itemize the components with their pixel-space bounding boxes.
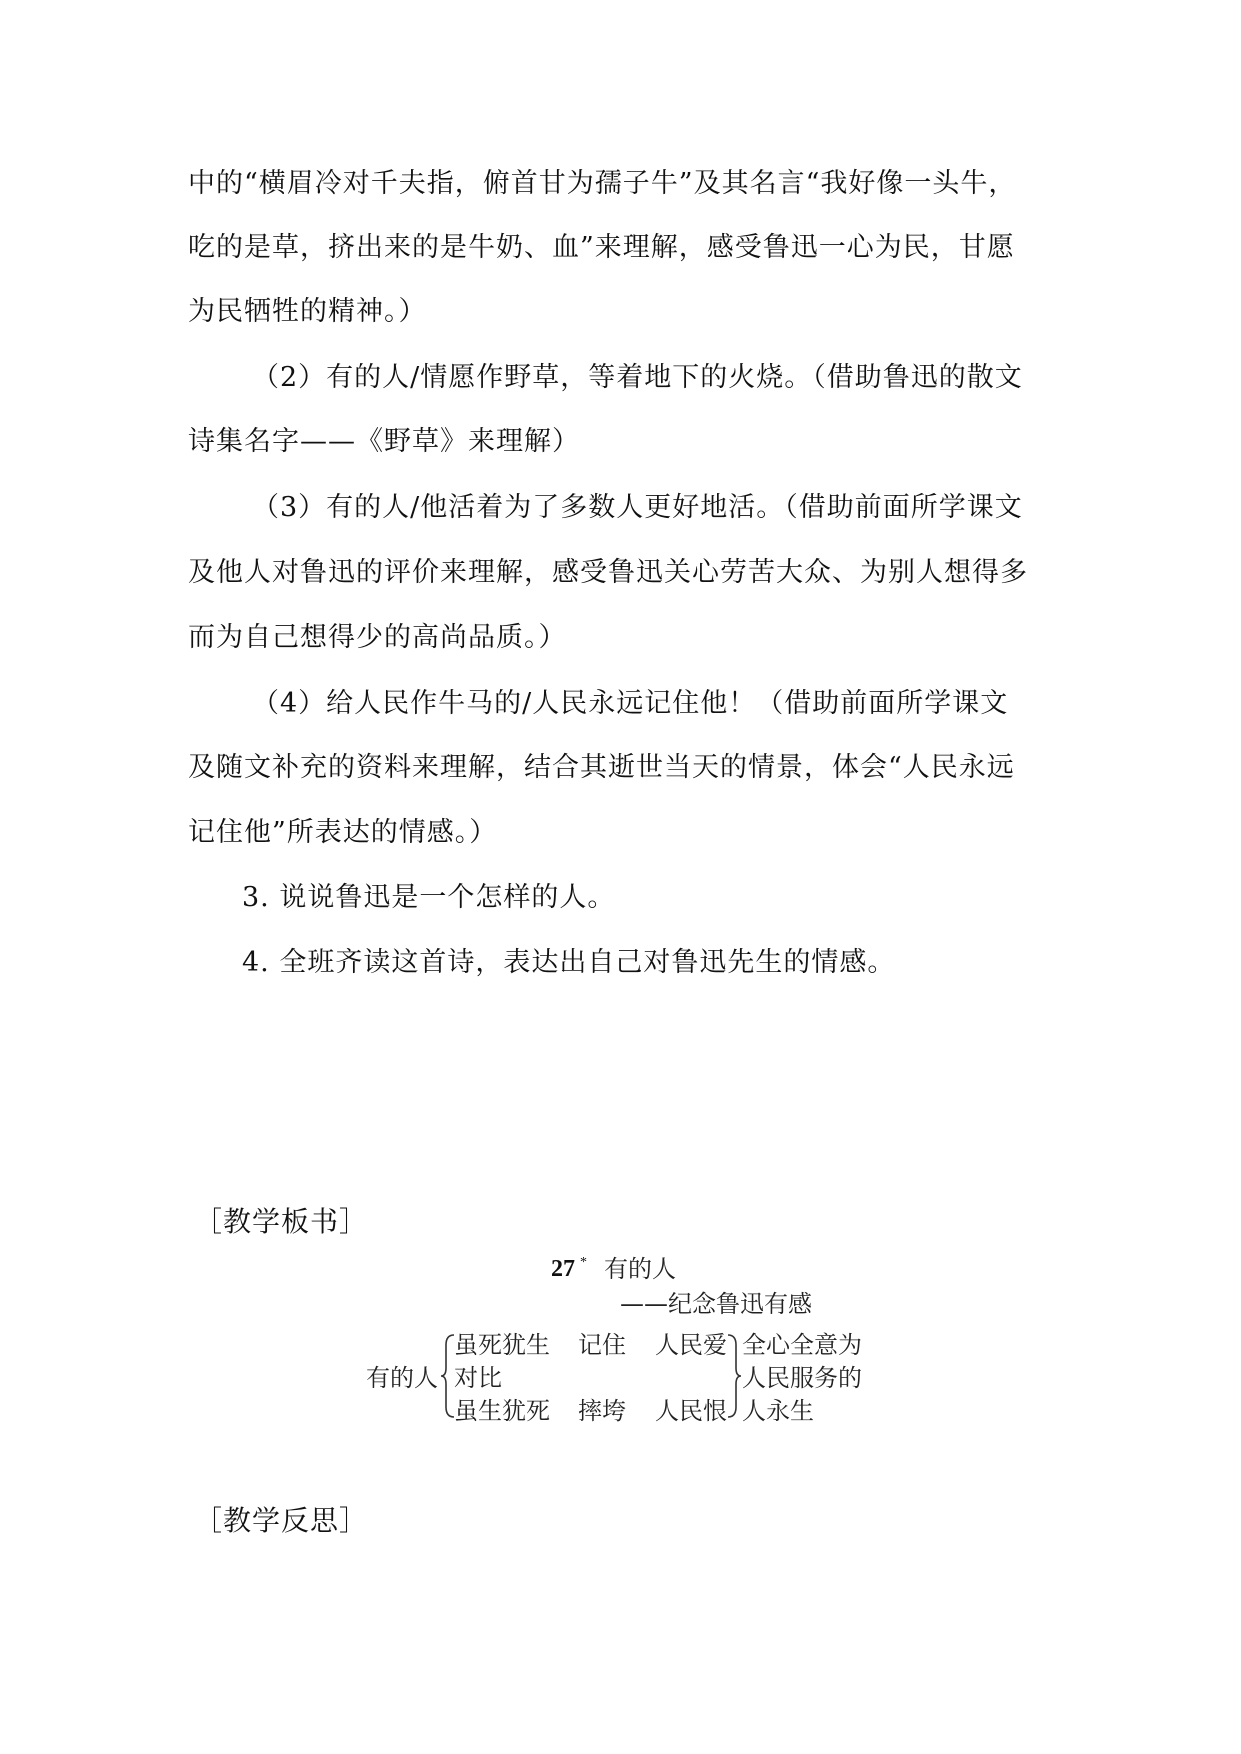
body-line-13: 4. 全班齐读这首诗，表达出自己对鲁迅先生的情感。 [242, 947, 896, 978]
conclusion-line-1: 全心全意为 [742, 1331, 862, 1359]
body-line-2: 吃的是草，挤出来的是牛奶、血”来理解，感受鲁迅一心为民，甘愿 [188, 232, 1015, 263]
body-line-4: （2）有的人/情愿作野草，等着地下的火烧。（借助鲁迅的散文 [252, 362, 1023, 393]
row1-term: 虽死犹生 [454, 1331, 550, 1359]
body-line-5: 诗集名字——《野草》来理解） [188, 426, 580, 457]
lesson-subtitle: ——纪念鲁迅有感 [620, 1290, 812, 1318]
body-line-1: 中的“横眉冷对千夫指，俯首甘为孺子牛”及其名言“我好像一头牛， [188, 168, 1017, 199]
body-line-8: 而为自己想得少的高尚品质。） [188, 622, 567, 653]
blackboard-heading: ［教学板书］ [194, 1205, 369, 1238]
right-brace [726, 1333, 742, 1419]
row2-term: 虽生犹死 [454, 1397, 550, 1425]
conclusion-line-3: 人永生 [742, 1397, 814, 1425]
body-line-10: 及随文补充的资料来理解，结合其逝世当天的情景，体会“人民永远 [188, 752, 1015, 783]
lesson-title: 有的人 [604, 1255, 676, 1283]
reflection-heading: ［教学反思］ [194, 1504, 369, 1537]
body-line-12: 3. 说说鲁迅是一个怎样的人。 [242, 882, 616, 913]
row2-verb: 摔垮 [578, 1397, 626, 1425]
row1-people: 人民爱 [655, 1331, 727, 1359]
body-line-9: （4）给人民作牛马的/人民永远记住他！（借助前面所学课文 [252, 688, 1009, 719]
contrast-label: 对比 [454, 1364, 502, 1392]
body-line-6: （3）有的人/他活着为了多数人更好地活。（借助前面所学课文 [252, 492, 1023, 523]
body-line-11: 记住他”所表达的情感。） [188, 817, 498, 848]
row1-verb: 记住 [578, 1331, 626, 1359]
body-line-3: 为民牺牲的精神。） [188, 296, 427, 327]
lesson-mark: * [580, 1255, 587, 1270]
root-label: 有的人 [366, 1364, 438, 1392]
conclusion-line-2: 人民服务的 [742, 1364, 862, 1392]
row2-people: 人民恨 [655, 1397, 727, 1425]
lesson-number: 27 [551, 1256, 575, 1282]
body-line-7: 及他人对鲁迅的评价来理解，感受鲁迅关心劳苦大众、为别人想得多 [188, 557, 1028, 588]
